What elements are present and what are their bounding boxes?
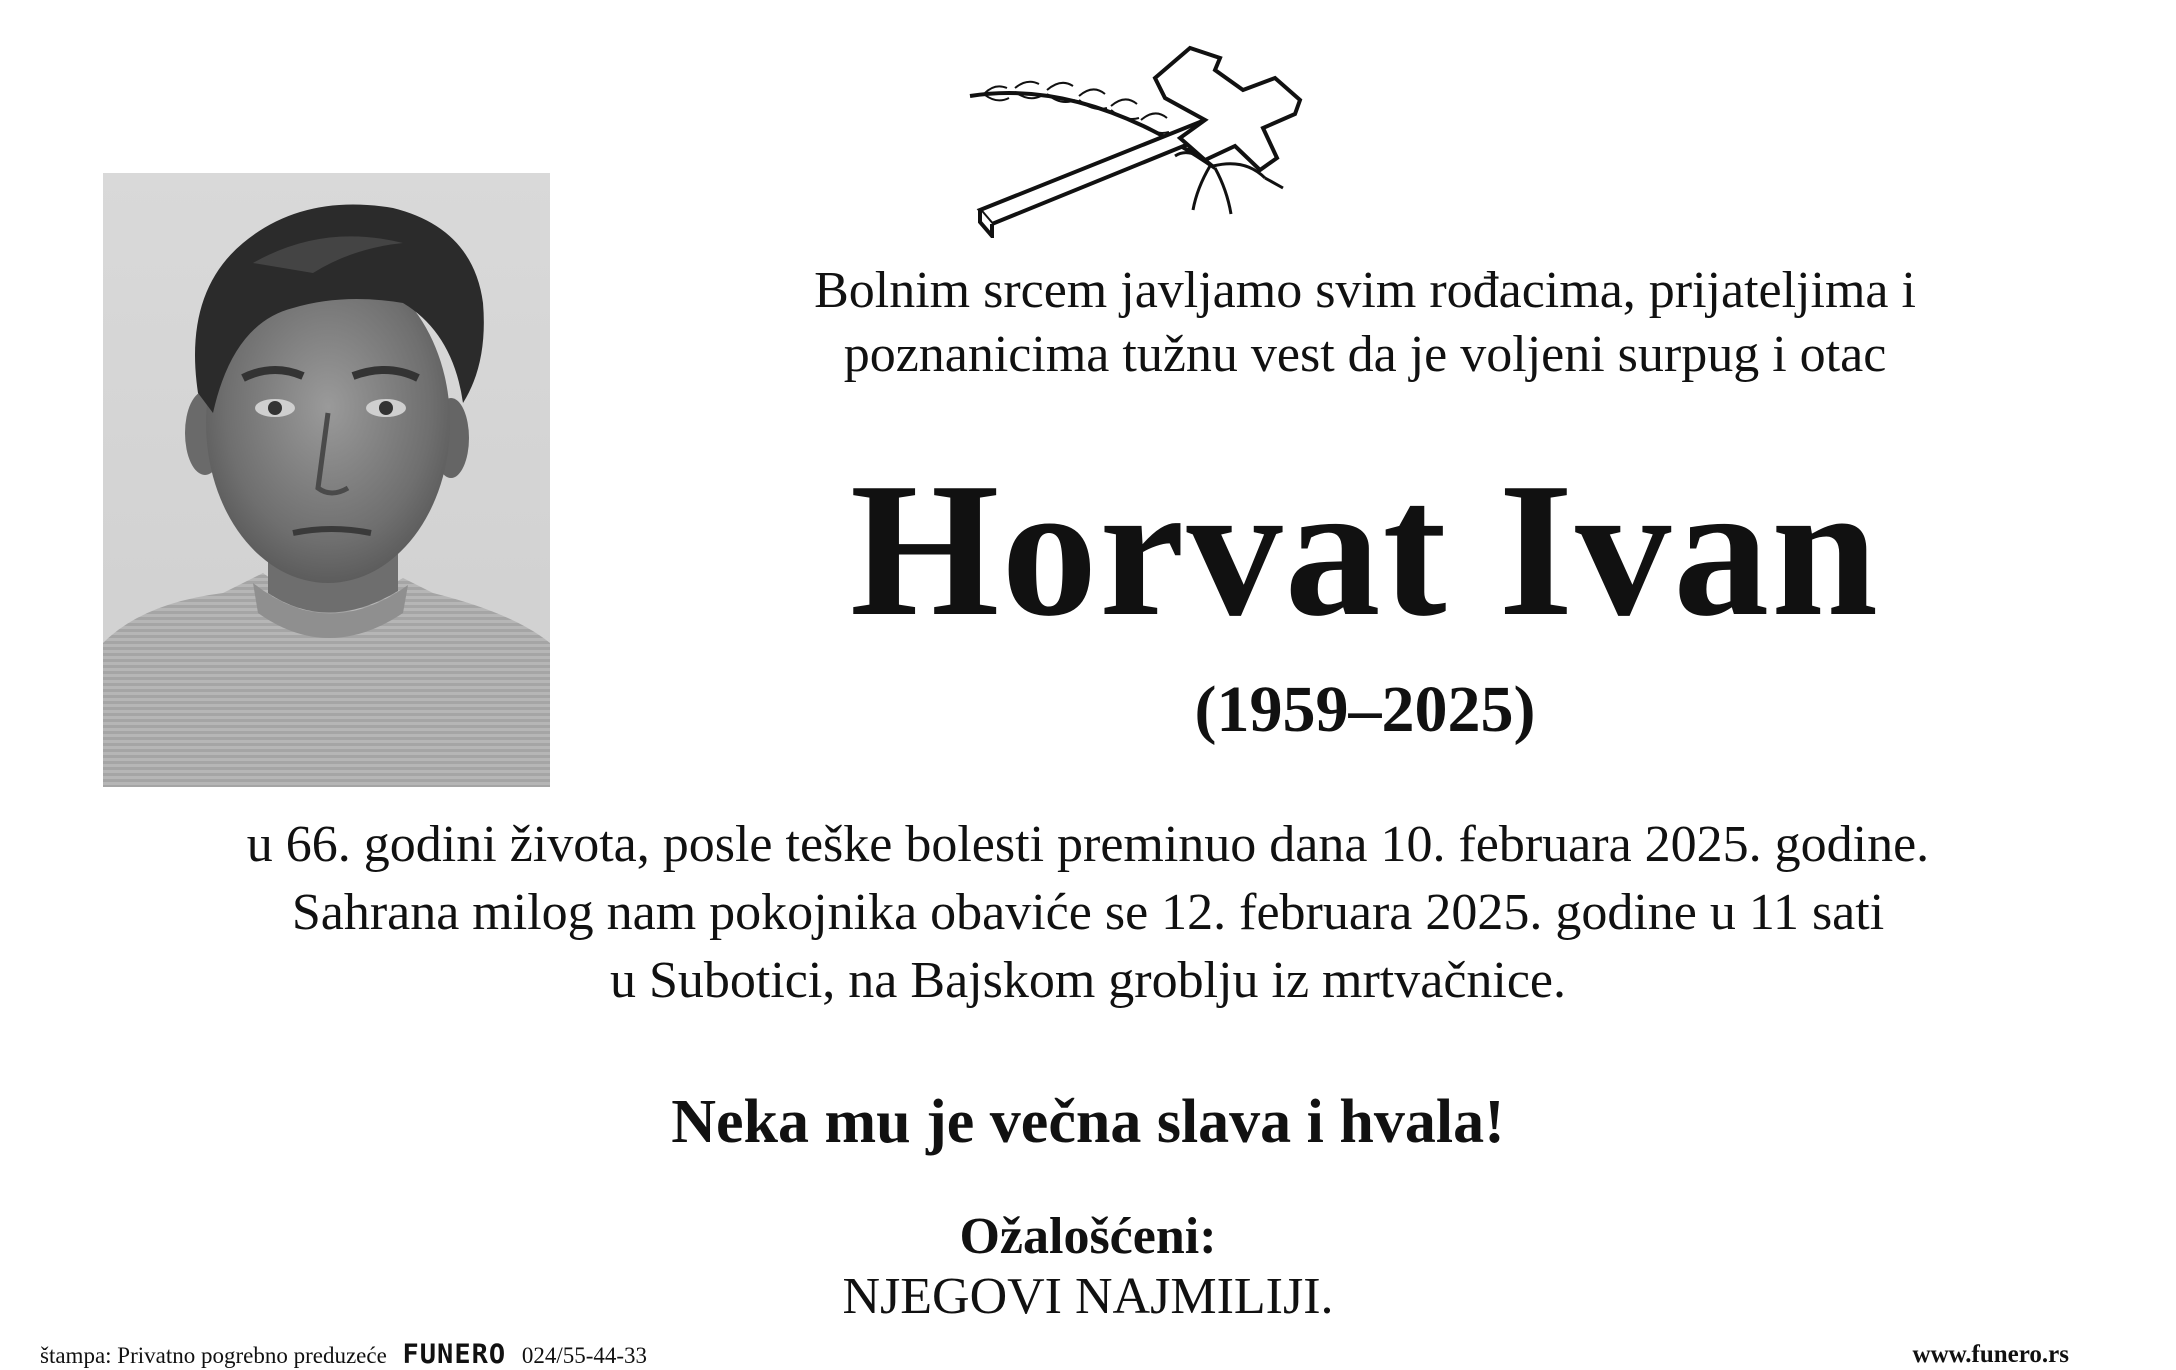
funero-logo: FUNERO <box>402 1339 507 1370</box>
footer-print-info <box>40 1339 648 1370</box>
cross-with-palm-icon <box>965 38 1355 238</box>
deceased-years: (1959–2025) <box>1194 673 1536 746</box>
footer-phone: 024/55-44-33 <box>521 1343 648 1368</box>
intro-line-2: poznanicima tužnu vest da je voljeni surpug i otac <box>843 326 1887 383</box>
intro-line-1: Bolnim srcem javljamo svim rođacima, prijateljima i <box>814 262 1916 319</box>
footer-website-link[interactable]: www.funero.rs <box>1912 1341 2069 1368</box>
announcement-line-2: Sahrana milog nam pokojnika obaviće se 12. februara 2025. godine u 11 sati <box>291 884 1885 941</box>
motto: Neka mu je večna slava i hvala! <box>671 1088 1505 1156</box>
mourners-label: Ožalošćeni: <box>959 1208 1217 1265</box>
announcement-line-3: u Subotici, na Bajskom groblju iz mrtvačnice. <box>609 952 1567 1009</box>
deceased-name: Horvat Ivan <box>850 443 1880 656</box>
mourners-names: NJEGOVI NAJMILIJI. <box>842 1268 1334 1325</box>
portrait-illustration <box>103 173 550 787</box>
footer-print-label: štampa: Privatno pogrebno preduzeće <box>40 1343 387 1368</box>
portrait-photo <box>103 173 550 787</box>
announcement-line-1: u 66. godini života, posle teške bolesti preminuo dana 10. februara 2025. godine. <box>246 816 1930 873</box>
